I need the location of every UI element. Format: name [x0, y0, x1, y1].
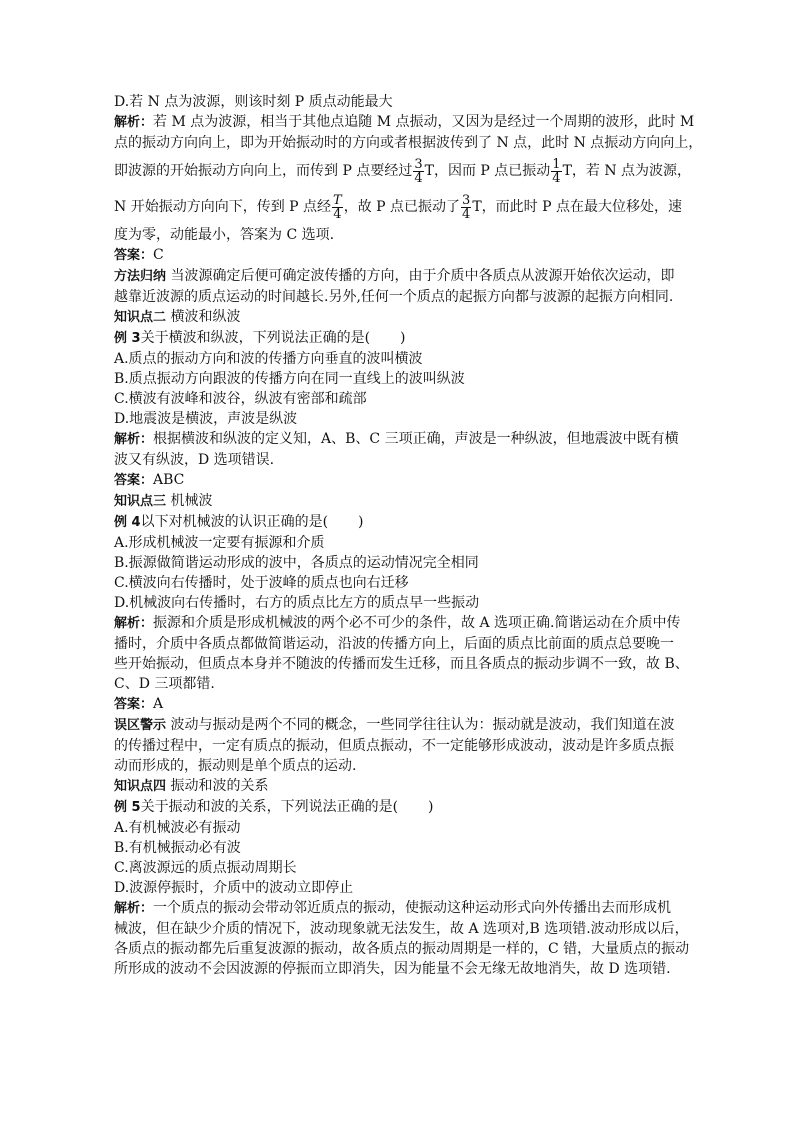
analysis-line	[114, 613, 680, 634]
answer-text: ABC	[153, 472, 185, 488]
question-text: 关于横波和纵波，下列说法正确的是(	[140, 330, 371, 346]
analysis-text: 播时，介质中各质点都做简谐运动，沿波的传播方向上，后面的质点比前面的质点总要晚一	[114, 636, 674, 652]
option-line	[114, 818, 680, 838]
option-text: B.质点振动方向跟波的传播方向在同一直线上的波叫纵波	[114, 371, 465, 387]
fraction	[461, 194, 471, 221]
analysis-text: 振源和介质是形成机械波的两个必不可少的条件，故 A 选项正确.简谐运动在介质中传	[153, 615, 681, 631]
analysis-text: 些开始振动，但质点本身并不随波的传播而发生迁移，而且各质点的振动步调不一致，故 B、	[114, 656, 689, 672]
option-d-text: D.若 N 点为波源，则该时刻 P 质点动能最大	[114, 94, 393, 110]
warning-line	[114, 736, 680, 756]
analysis-line-with-fractions	[114, 153, 692, 189]
example-question	[114, 328, 680, 349]
option-line	[114, 349, 680, 369]
option-line	[114, 878, 680, 898]
method-text: 当波源确定后便可确定波传播的方向，由于介质中各质点从波源开始依次运动，即	[166, 268, 675, 284]
option-text: B.有机械振动必有波	[114, 840, 241, 856]
answer-text: A	[153, 696, 164, 712]
option-line	[114, 533, 680, 553]
fraction	[332, 194, 343, 221]
analysis-line	[114, 450, 680, 470]
section-label: 知识点四	[114, 779, 167, 794]
analysis-text: 根据横波和纵波的定义知，A、B、C 三项正确，声波是一种纵波，但地震波中既有横	[153, 431, 679, 447]
fraction	[551, 158, 561, 185]
warning-label: 误区警示	[114, 718, 167, 733]
question-text: 关于振动和波的关系，下列说法正确的是(	[140, 799, 399, 815]
analysis-text: 即波源的开始振动方向向上，而传到 P 点要经过	[114, 163, 413, 179]
option-line	[114, 409, 680, 429]
analysis-line	[114, 898, 680, 919]
method-line	[114, 266, 680, 287]
answer-line	[114, 470, 680, 491]
option-line	[114, 593, 680, 613]
analysis-label: 解析：	[114, 616, 154, 631]
fraction-numerator: 1	[552, 156, 561, 172]
option-line	[114, 369, 680, 389]
analysis-line	[114, 939, 690, 959]
analysis-line	[114, 919, 689, 939]
method-line	[114, 287, 680, 307]
analysis-line	[114, 959, 680, 979]
section-heading	[114, 491, 680, 512]
analysis-label: 解析：	[114, 901, 154, 916]
example-label: 例 5	[114, 800, 141, 815]
option-line	[114, 573, 680, 593]
option-line	[114, 838, 680, 858]
analysis-text: T，因而 P 点已振动	[424, 163, 551, 179]
analysis-text: 一个质点的振动会带动邻近质点的振动，使振动这种运动形式向外传播出去而形成机	[153, 900, 672, 916]
warning-text: 波动与振动是两个不同的概念，一些同学往往认为：振动就是波动，我们知道在波	[166, 717, 675, 733]
fraction-denominator: 4	[333, 206, 342, 222]
fraction-denominator: 4	[414, 170, 423, 186]
answer-label: 答案：	[114, 473, 154, 488]
analysis-text: 各质点的振动都先后重复波源的振动，故各质点的振动周期是一样的，C 错，大量质点的振动	[114, 941, 690, 957]
option-line	[114, 389, 680, 409]
section-title: 振动和波的关系	[166, 778, 269, 794]
analysis-line	[114, 133, 703, 153]
question-text: 以下对机械波的认识正确的是(	[140, 514, 329, 530]
option-text: A.质点的振动方向和波的传播方向垂直的波叫横波	[114, 351, 423, 367]
section-title: 横波和纵波	[166, 309, 241, 325]
option-text: D.波源停振时，介质中的波动立即停止	[114, 880, 354, 896]
example-question	[114, 512, 680, 533]
warning-line	[114, 756, 680, 776]
option-text: A.形成机械波一定要有振源和介质	[114, 535, 325, 551]
option-text: D.地震波是横波，声波是纵波	[114, 411, 298, 427]
warning-text: 的传播过程中，一定有质点的振动，但质点振动，不一定能够形成波动，波动是许多质点振	[114, 738, 674, 754]
analysis-text: 械波，但在缺少介质的情况下，波动现象就无法发生，故 A 选项对,B 选项错.波动形成以后，	[114, 921, 689, 937]
analysis-text: T，而此时 P 点在最大位移处，速	[472, 199, 682, 215]
section-heading	[114, 307, 680, 328]
example-question	[114, 797, 680, 818]
fraction-numerator: 3	[414, 156, 423, 172]
analysis-text: N 开始振动方向向下，传到 P 点经	[114, 199, 332, 215]
answer-text: C	[153, 247, 164, 263]
analysis-line	[114, 634, 680, 654]
question-paren: )	[400, 330, 406, 346]
analysis-text: 波又有纵波，D 选项错误.	[114, 452, 275, 468]
example-label: 例 3	[114, 331, 141, 346]
analysis-text: T，若 N 点为波源，	[562, 163, 692, 179]
fraction-numerator: 3	[462, 192, 471, 208]
answer-line	[114, 694, 680, 715]
section-title: 机械波	[166, 493, 213, 509]
analysis-text: C、D 三项都错.	[114, 676, 215, 692]
section-label: 知识点三	[114, 494, 167, 509]
analysis-label: 解析：	[114, 432, 154, 447]
analysis-line-with-fractions	[114, 189, 680, 225]
option-line	[114, 553, 680, 573]
analysis-line	[114, 225, 680, 245]
analysis-line	[114, 674, 680, 694]
analysis-line	[114, 112, 695, 133]
fraction-denominator: 4	[462, 206, 471, 222]
warning-text: 动而形成的，振动则是单个质点的运动.	[114, 758, 357, 774]
analysis-text: 所形成的波动不会因波源的停振而立即消失，因为能量不会无缘无故地消失，故 D 选项错.	[114, 961, 671, 977]
method-text: 越靠近波源的质点运动的时间越长.另外,任何一个质点的起振方向都与波源的起振方向相同.	[114, 289, 674, 305]
answer-label: 答案：	[114, 248, 154, 263]
analysis-line	[114, 654, 689, 674]
answer-label: 答案：	[114, 697, 154, 712]
warning-line	[114, 715, 680, 736]
answer-line	[114, 245, 680, 266]
question-paren: )	[428, 799, 434, 815]
analysis-text: 若 M 点为波源，相当于其他点追随 M 点振动，又因为是经过一个周期的波形，此时 M	[153, 114, 695, 130]
analysis-line	[114, 429, 680, 450]
option-line	[114, 858, 680, 878]
fraction-denominator: 4	[552, 170, 561, 186]
method-label: 方法归纳	[114, 269, 167, 284]
fraction-numerator: T	[333, 192, 342, 208]
option-d-line	[114, 92, 680, 112]
option-text: B.振源做简谐运动形成的波中，各质点的运动情况完全相同	[114, 555, 479, 571]
option-text: A.有机械波必有振动	[114, 820, 241, 836]
analysis-label: 解析：	[114, 115, 154, 130]
option-text: D.机械波向右传播时，右方的质点比左方的质点早一些振动	[114, 595, 480, 611]
analysis-text: ，故 P 点已振动了	[343, 199, 461, 215]
analysis-text: 度为零，动能最小，答案为 C 选项.	[114, 227, 335, 243]
option-text: C.离波源远的质点振动周期长	[114, 860, 297, 876]
option-text: C.横波向右传播时，处于波峰的质点也向右迁移	[114, 575, 409, 591]
section-label: 知识点二	[114, 310, 167, 325]
option-text: C.横波有波峰和波谷，纵波有密部和疏部	[114, 391, 367, 407]
document-page	[114, 92, 703, 979]
section-heading	[114, 776, 680, 797]
example-label: 例 4	[114, 515, 141, 530]
analysis-text: 点的振动方向向上，即为开始振动时的方向或者根据波传到了 N 点，此时 N 点振动方向向上，	[114, 135, 703, 151]
fraction	[413, 158, 423, 185]
question-paren: )	[358, 514, 364, 530]
